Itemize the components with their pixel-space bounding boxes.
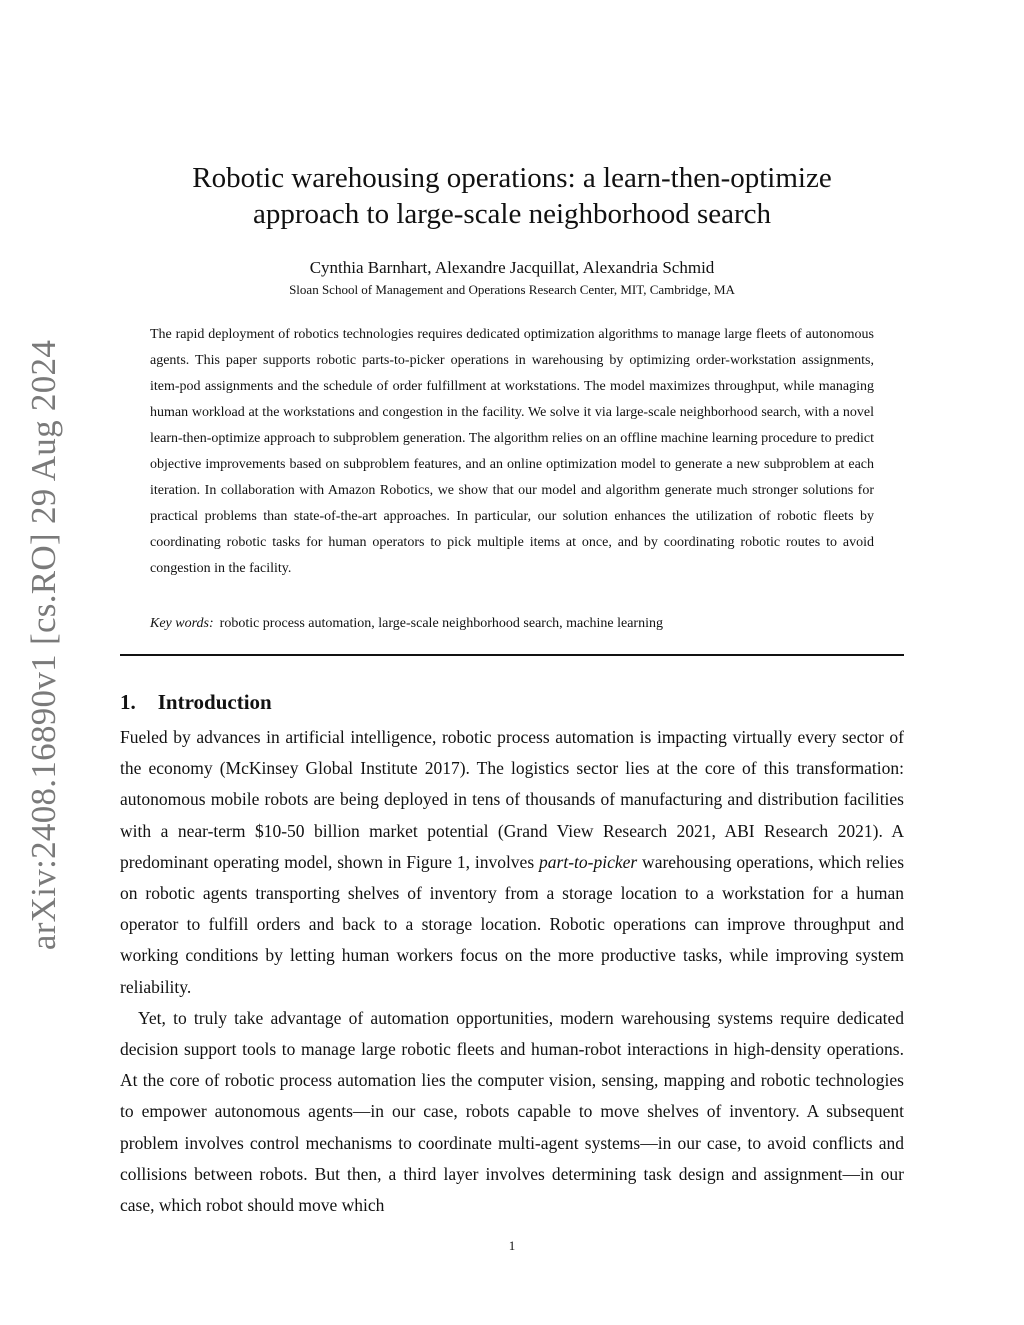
section-number: 1. [120, 690, 136, 714]
section-title: Introduction [157, 690, 272, 714]
title-line-1: Robotic warehousing operations: a learn-then-optimize [192, 162, 832, 194]
section-divider [120, 654, 904, 656]
title-line-2: approach to large-scale neighborhood search [252, 198, 772, 230]
section-heading [120, 690, 272, 715]
paragraph-2: Yet, to truly take advantage of automation opportunities, modern warehousing systems require dedicated decision support tools to manage large robotic fleets and human-robot interactions in high-density operations. At the core of robotic process automation lies the computer vision, sensing, mapping and robotic technologies to empower autonomous agents—in our case, robots capable to move shelves of inventory. A subsequent problem involves control mechanisms to coordinate multi-agent systems—in our case, to avoid conflicts and collisions between robots. But then, a third layer involves determining task design and assignment—in our case, which robot should move which [120, 1007, 904, 1216]
abstract-text: The rapid deployment of robotics technologies requires dedicated optimization algorithms to manage large fleets of autonomous agents. This paper supports robotic parts-to-picker operations in warehousing by optimizing order-workstation assignments, item-pod assignments and the schedule of order fulfillment at workstations. The model maximizes throughput, while managing human workload at the workstations and congestion in the facility. We solve it via large-scale neighborhood search, with a novel learn-then-optimize approach to subproblem generation. The algorithm relies on an offline machine learning procedure to predict objective improvements based on subproblem features, and an online optimization model to generate a new subproblem at each iteration. In collaboration with Amazon Robotics, we show that our model and algorithm generate much stronger solutions for practical problems than state-of-the-art approaches. In particular, our solution enhances the utilization of robotic fleets by coordinating robotic tasks for human operators to pick multiple items at once, and by coordinating robotic routes to avoid congestion in the facility. [150, 327, 874, 576]
affiliation: Sloan School of Management and Operations Research Center, MIT, Cambridge, MA [289, 282, 735, 297]
paragraph-1-part-a: Fueled by advances in artificial intelligence, robotic process automation is impacting virtually every sector of the economy (McKinsey Global Institute 2017). The logistics sector lies at the core of this transformation: autonomous mobile robots are being deployed in tens of thousands of manufacturing and distribution facilities with a near-term $10-50 billion market potential (Grand View Research 2021, ABI Research 2021). A predominant operating model, shown in Figure 1, involves [120, 727, 904, 872]
paragraph-1-part-b: warehousing operations, which relies on robotic agents transporting shelves of inventory from a storage location to a workstation for a human operator to fulfill orders and back to a storage location. Robotic operations can improve throughput and working conditions by letting human workers focus on the more productive tasks, while improving system reliability. [120, 851, 905, 997]
paragraph-1-emphasis: part-to-picker [539, 851, 638, 872]
paper-title [120, 160, 904, 232]
keywords-text: robotic process automation, large-scale neighborhood search, machine learning [219, 616, 663, 631]
body-text [120, 722, 904, 1221]
arxiv-identifier [24, 339, 63, 951]
authors: Cynthia Barnhart, Alexandre Jacquillat, Alexandria Schmid [309, 258, 715, 277]
arxiv-identifier-text: arXiv:2408.16890v1 [cs.RO] 29 Aug 2024 [24, 339, 63, 951]
abstract [150, 322, 874, 582]
paragraph-1 [120, 722, 904, 1003]
page-number: 1 [508, 1238, 516, 1253]
keywords-label: Key words: [150, 616, 214, 631]
keywords [150, 616, 874, 632]
